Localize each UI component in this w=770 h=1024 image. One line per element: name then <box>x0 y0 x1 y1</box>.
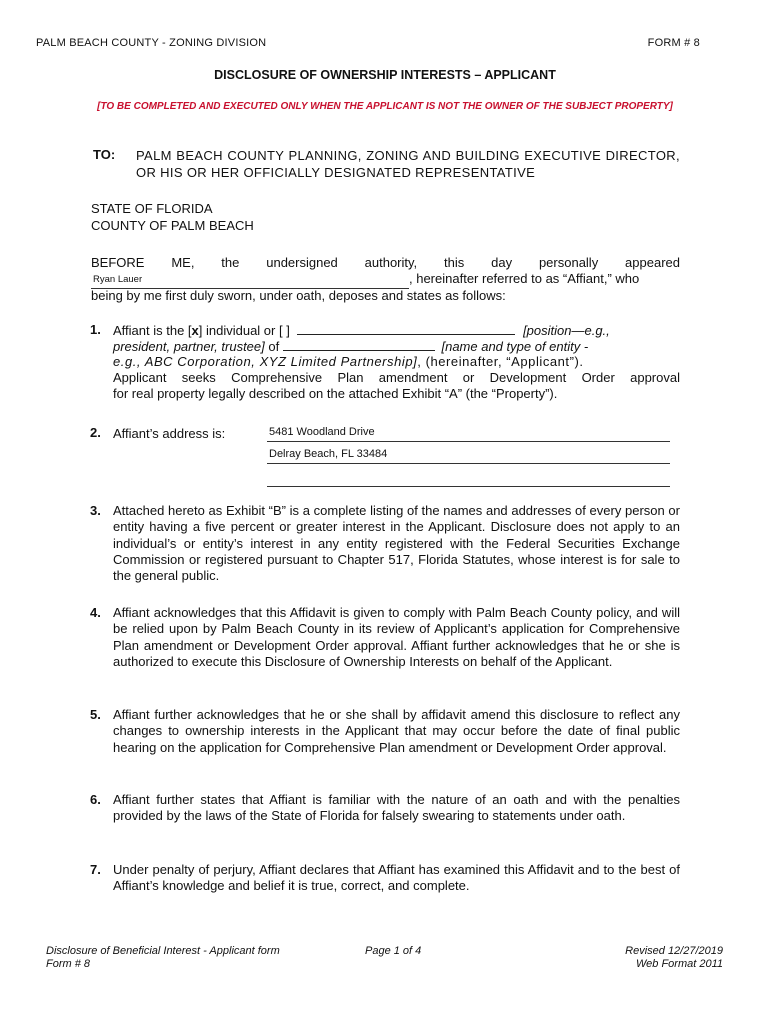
footer-form-number: Form # 8 <box>46 958 91 970</box>
footer-left <box>46 945 280 971</box>
header-form-number: FORM # 8 <box>647 37 700 49</box>
affiant-name-value: Ryan Lauer <box>93 274 143 285</box>
item-number: 1. <box>90 322 101 337</box>
item1-entity-hint: [name and type of entity - <box>441 339 589 354</box>
item6-text: Affiant further states that Affiant is familiar with the nature of an oath and with the penalties provided by the laws of the State of Florida for falsely swearing to statements under oath. <box>113 792 680 824</box>
to-label: TO: <box>93 147 116 162</box>
entity-field[interactable] <box>283 338 435 351</box>
sworn-line: being by me first duly sworn, under oath, deposes and states as follows: <box>91 288 506 303</box>
item3-text: Attached hereto as Exhibit “B” is a complete listing of the names and addresses of every person or entity having a five percent or greater interest in the Applicant. Disclosure does not apply to an individual’s or entity’s interest in any entity registered with the Federal Securities Exchange Commission or registered pursuant to Chapter 517, Florida Statutes, whose interest is for sale to the general public. <box>113 503 680 584</box>
address-field-line3[interactable] <box>267 471 670 487</box>
footer-revised: Revised 12/27/2019 <box>625 945 723 957</box>
item1-line4: Applicant seeks Comprehensive Plan amendment or Development Order approval <box>113 370 680 385</box>
item1-line1 <box>113 322 680 339</box>
document-title: DISCLOSURE OF OWNERSHIP INTERESTS – APPLICANT <box>214 68 556 82</box>
item1-example-hint: e.g., ABC Corporation, XYZ Limited Partnership] <box>113 354 418 369</box>
item-number: 7. <box>90 862 101 877</box>
footer-web-format: Web Format 2011 <box>635 958 723 970</box>
address-field-line2[interactable] <box>267 448 670 464</box>
footer-form-name: Disclosure of Beneficial Interest - Applicant form <box>46 945 280 957</box>
affiant-suffix: , hereinafter referred to as “Affiant,” who <box>409 271 640 286</box>
county-line: COUNTY OF PALM BEACH <box>91 218 254 233</box>
address-value-line2: Delray Beach, FL 33484 <box>269 448 388 460</box>
item-number: 5. <box>90 707 101 722</box>
address-label: Affiant’s address is: <box>113 426 226 441</box>
item1-line3 <box>113 354 680 370</box>
item1-text-b: ] individual or [ ] <box>198 323 290 338</box>
address-value-line1: 5481 Woodland Drive <box>269 426 375 438</box>
item-number: 2. <box>90 425 101 440</box>
address-value-line3 <box>267 471 269 483</box>
item-number: 3. <box>90 503 101 518</box>
before-me-line: BEFORE ME, the undersigned authority, this day personally appeared <box>91 255 680 270</box>
address-field-line1[interactable] <box>267 426 670 442</box>
state-line: STATE OF FLORIDA <box>91 201 213 216</box>
item1-line5: for real property legally described on the attached Exhibit “A” (the “Property”). <box>113 386 558 401</box>
item1-applicant-def: , (hereinafter, “Applicant”). <box>417 354 584 369</box>
header-division: PALM BEACH COUNTY - ZONING DIVISION <box>36 37 267 49</box>
item-number: 6. <box>90 792 101 807</box>
footer-page-number: Page 1 of 4 <box>365 945 422 957</box>
individual-checkbox[interactable]: x <box>191 323 199 338</box>
item1-title-hint: president, partner, trustee] <box>113 339 265 354</box>
item5-text: Affiant further acknowledges that he or she shall by affidavit amend this disclosure to reflect any changes to ownership interests in the Applicant that may occur before the date of final public hearing on the application for Comprehensive Plan amendment or Development Order approval. <box>113 707 680 755</box>
item1-line2 <box>113 338 680 355</box>
item4-text: Affiant acknowledges that this Affidavit is given to comply with Palm Beach County policy, and will be relied upon by Palm Beach County in its review of Applicant’s application for Comprehensive Plan amendment or Development Order approval. Affiant further acknowledges that he or she is authorized to execute this Disclosure of Ownership Interests on behalf of the Applicant. <box>113 605 680 669</box>
instruction-note: [TO BE COMPLETED AND EXECUTED ONLY WHEN THE APPLICANT IS NOT THE OWNER OF THE SUBJECT PROPERTY] <box>97 101 673 112</box>
item1-text-a: Affiant is the [ <box>113 323 192 338</box>
to-recipient: PALM BEACH COUNTY PLANNING, ZONING AND BUILDING EXECUTIVE DIRECTOR, OR HIS OR HER OFFICIALLY DESIGNATED REPRESENTATIVE <box>136 148 680 180</box>
item1-position-hint: [position—e.g., <box>523 323 610 338</box>
item1-text-of: of <box>268 339 280 354</box>
item-number: 4. <box>90 605 101 620</box>
item7-text: Under penalty of perjury, Affiant declares that Affiant has examined this Affidavit and to the best of Affiant’s knowledge and belief it is true, correct, and complete. <box>113 862 680 894</box>
footer-right <box>625 945 723 971</box>
position-field[interactable] <box>297 322 515 335</box>
